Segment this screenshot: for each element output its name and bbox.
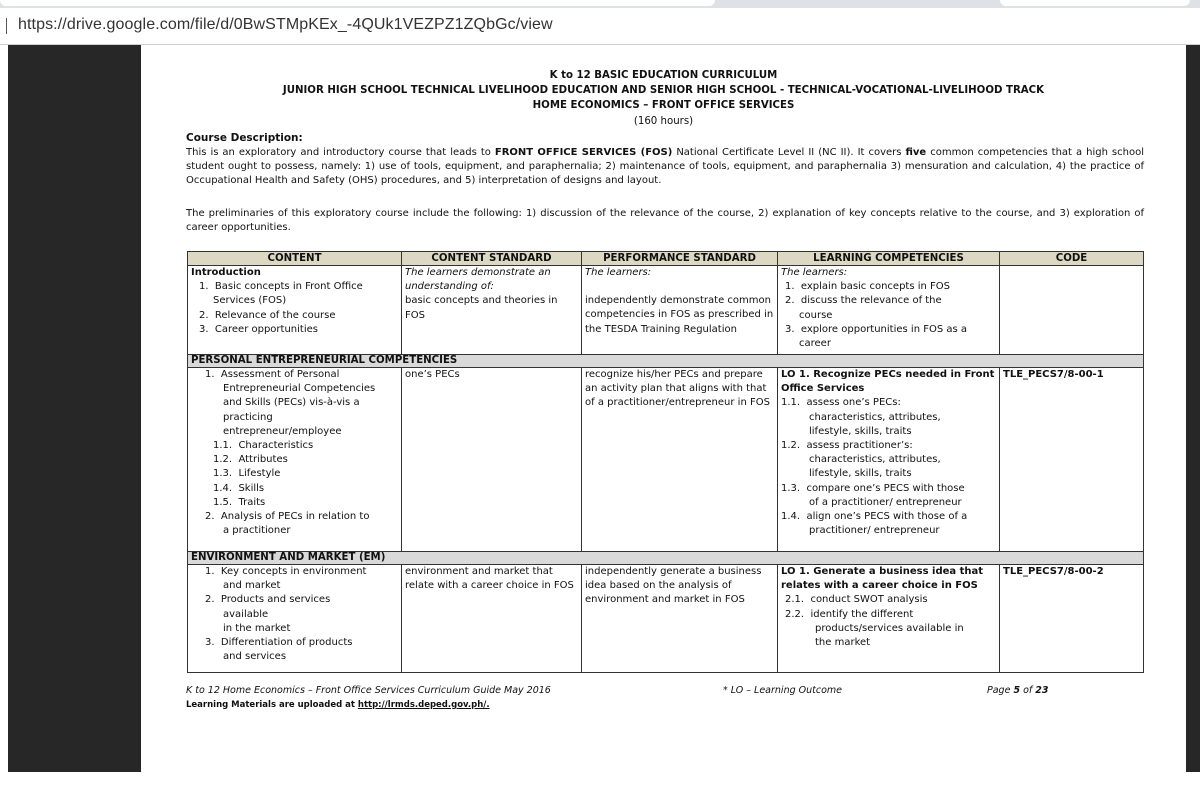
header-learning-competencies: LEARNING COMPETENCIES: [778, 252, 1000, 266]
section-row-em: [188, 552, 1144, 565]
em-code-cell: TLE_PECS7/8-00-2: [1000, 565, 1144, 673]
footer-guide-title: K to 12 Home Economics – Front Office Services Curriculum Guide May 2016: [186, 685, 551, 696]
intro-content-standard-cell: The learners demonstrate an understanding of: basic concepts and theories in FOS: [402, 266, 582, 355]
intro-learning-competencies-cell: The learners: 1. explain basic concepts in FOS 2. discuss the relevance of the course 3. explore opportunities in FOS as a career: [778, 266, 1000, 355]
browser-tab[interactable]: [1000, 0, 1190, 6]
footer-upload-note: Learning Materials are uploaded at http://lrmds.deped.gov.ph/.: [186, 700, 490, 710]
pecs-learning-competencies-cell: LO 1. Recognize PECs needed in Front Office Services 1.1. assess one’s PECs: characteristics, attributes, lifestyle, skills, traits 1.2. assess practitioner’s: characteristics, attributes, lifestyle, skills, traits 1.3. compare one’s PECS with those of a practitioner/ entrepreneur 1.4. align one’s PECS with those of a practitioner/ entrepreneur: [778, 368, 1000, 552]
header-code: CODE: [1000, 252, 1144, 266]
em-content-cell: 1. Key concepts in environment and market 2. Products and services available in the market 3. Differentiation of products and services: [188, 565, 402, 673]
pecs-content-standard-cell: one’s PECs: [402, 368, 582, 552]
pecs-content-cell: 1. Assessment of Personal Entrepreneurial Competencies and Skills (PECs) vis-à-vis a practicing entrepreneur/employee 1.1. Characteristics 1.2. Attributes 1.3. Lifestyle 1.4. Skills 1.5. Traits 2. Analysis of PECs in relation to a practitioner: [188, 368, 402, 552]
footer-lo-note: * LO – Learning Outcome: [723, 685, 842, 696]
section-row-pecs: [188, 355, 1144, 368]
browser-tab-strip: [0, 0, 1200, 8]
address-bar[interactable]: [0, 8, 1200, 45]
pecs-code-cell: TLE_PECS7/8-00-1: [1000, 368, 1144, 552]
curriculum-table: [187, 251, 1144, 673]
viewer-left-background: [8, 45, 141, 772]
section-title-pecs: PERSONAL ENTREPRENEURIAL COMPETENCIES: [188, 355, 1144, 368]
course-description-label: Course Description:: [186, 132, 303, 144]
header-content-standard: CONTENT STANDARD: [402, 252, 582, 266]
pdf-viewer: [0, 45, 1200, 785]
section-title-em: ENVIRONMENT AND MARKET (EM): [188, 552, 1144, 565]
em-performance-standard-cell: independently generate a business idea based on the analysis of environment and market in FOS: [582, 565, 778, 673]
em-lo-title: LO 1. Generate a business idea that relates with a career choice in FOS: [781, 566, 984, 592]
footer-page-number: Page 5 of 23: [987, 685, 1049, 696]
table-header-row: [188, 252, 1144, 266]
url-text[interactable]: https://drive.google.com/file/d/0BwSTMpKEx_-4QUk1VEZPZ1ZQbGc/view: [18, 16, 553, 33]
header-content: CONTENT: [188, 252, 402, 266]
course-title: HOME ECONOMICS – FRONT OFFICE SERVICES: [532, 100, 795, 111]
table-row: [188, 368, 1144, 552]
viewer-bottom-strip: [8, 772, 1200, 785]
table-row: [188, 565, 1144, 673]
header-performance-standard: PERFORMANCE STANDARD: [582, 252, 778, 266]
text-caret: [6, 18, 7, 34]
pecs-performance-standard-cell: recognize his/her PECs and prepare an activity plan that aligns with that of a practitioner/entrepreneur in FOS: [582, 368, 778, 552]
viewer-right-background: [1186, 45, 1200, 772]
document-page: [141, 45, 1186, 772]
table-row: [188, 266, 1144, 355]
preliminaries-paragraph: The preliminaries of this exploratory course include the following: 1) discussion of the relevance of the course, 2) explanation of key concepts relative to the course, and 3) exploration of career opportunities.: [186, 208, 1144, 233]
lrmds-link[interactable]: http://lrmds.deped.gov.ph/.: [357, 700, 490, 710]
pecs-lo-title: LO 1. Recognize PECs needed in Front Office Services: [781, 369, 995, 395]
intro-code-cell: [1000, 266, 1144, 355]
course-description-paragraph: This is an exploratory and introductory course that leads to FRONT OFFICE SERVICES (FOS) National Certificate Level II (NC II). It covers five common competencies that a high school student ought to possess, namely: 1) use of tools, equipment, and paraphernalia; 2) maintenance of tools, equipment, and paraphernalia 3) mensuration and calculation, 4) the practice of Occupational Health and Safety (OHS) procedures, and 5) interpretation of designs and layout.: [186, 147, 1144, 186]
em-content-standard-cell: environment and market that relate with a career choice in FOS: [402, 565, 582, 673]
em-learning-competencies-cell: LO 1. Generate a business idea that relates with a career choice in FOS 2.1. conduct SWOT analysis 2.2. identify the different products/services available in the market: [778, 565, 1000, 673]
curriculum-subtitle: JUNIOR HIGH SCHOOL TECHNICAL LIVELIHOOD EDUCATION AND SENIOR HIGH SCHOOL - TECHNICAL-VOCATIONAL-LIVELIHOOD TRACK: [282, 85, 1045, 96]
curriculum-title: K to 12 BASIC EDUCATION CURRICULUM: [549, 70, 778, 81]
browser-tab[interactable]: [0, 0, 715, 6]
intro-title: Introduction: [191, 267, 261, 278]
course-hours: (160 hours): [633, 116, 694, 127]
intro-performance-standard-cell: The learners: independently demonstrate common competencies in FOS as prescribed in the TESDA Training Regulation: [582, 266, 778, 355]
intro-content-cell: Introduction 1. Basic concepts in Front Office Services (FOS) 2. Relevance of the course 3. Career opportunities: [188, 266, 402, 355]
